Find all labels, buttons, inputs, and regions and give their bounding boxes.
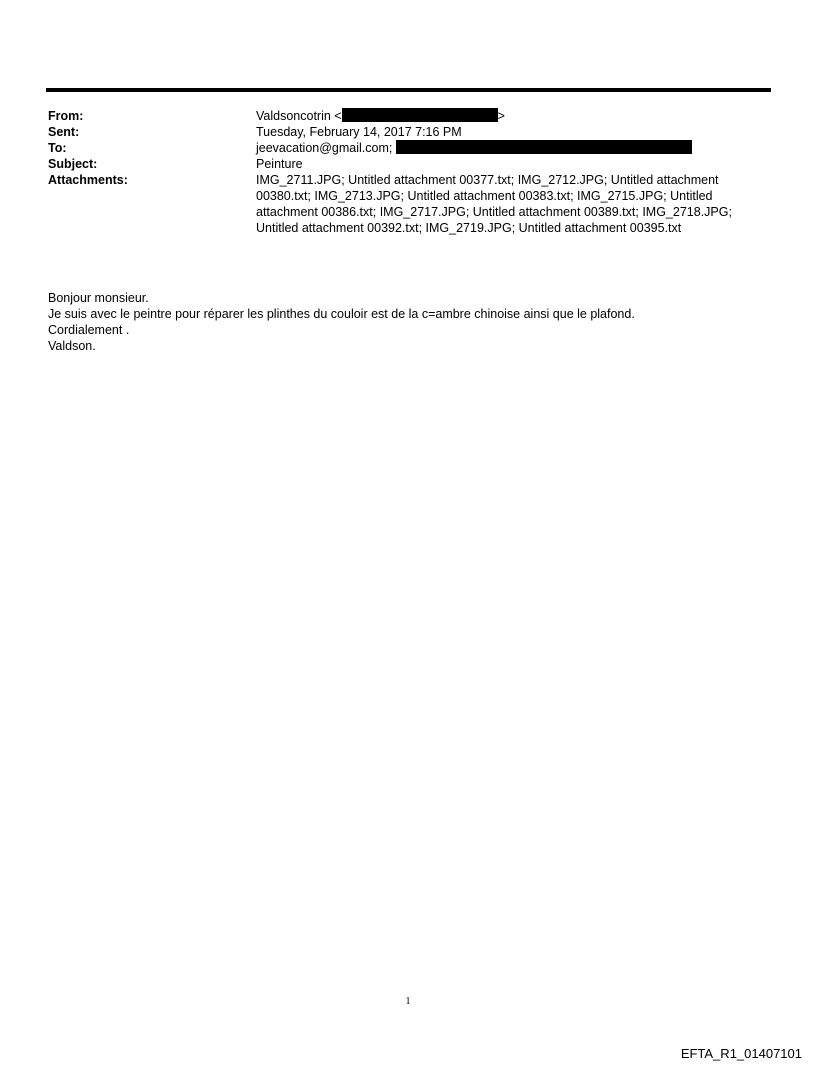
page-number: 1 bbox=[405, 996, 411, 1007]
attachments-list bbox=[256, 172, 768, 236]
body-line: Valdson. bbox=[48, 339, 96, 353]
attachments-line: Untitled attachment 00392.txt; IMG_2719.JPG; Untitled attachment 00395.txt bbox=[256, 221, 682, 235]
header-divider bbox=[46, 88, 771, 92]
subject-value: Peinture bbox=[256, 157, 303, 171]
from-value bbox=[256, 108, 768, 124]
body-line: Je suis avec le peintre pour réparer les plinthes du couloir est de la c=ambre chinoise ainsi que le plafond. bbox=[48, 307, 635, 321]
to-label: To: bbox=[48, 141, 67, 155]
attachments-label: Attachments: bbox=[48, 173, 128, 187]
subject-row bbox=[48, 156, 768, 172]
from-close: > bbox=[497, 109, 505, 123]
sent-row bbox=[48, 124, 768, 140]
to-row bbox=[48, 140, 768, 156]
attachments-line: 00380.txt; IMG_2713.JPG; Untitled attachment 00383.txt; IMG_2715.JPG; Untitled bbox=[256, 189, 713, 203]
from-label: From: bbox=[48, 109, 84, 123]
attachments-line: IMG_2711.JPG; Untitled attachment 00377.txt; IMG_2712.JPG; Untitled attachment bbox=[256, 173, 719, 187]
subject-label: Subject: bbox=[48, 157, 98, 171]
redaction-block bbox=[342, 108, 498, 122]
from-name: Valdsoncotrin < bbox=[256, 109, 342, 123]
attachments-line: attachment 00386.txt; IMG_2717.JPG; Untitled attachment 00389.txt; IMG_2718.JPG; bbox=[256, 205, 732, 219]
to-value bbox=[256, 140, 768, 156]
to-address: jeevacation@gmail.com; bbox=[256, 141, 393, 155]
document-id: EFTA_R1_01407101 bbox=[680, 1046, 802, 1061]
sent-value: Tuesday, February 14, 2017 7:16 PM bbox=[256, 125, 462, 139]
sent-label: Sent: bbox=[48, 125, 80, 139]
body-line: Bonjour monsieur. bbox=[48, 291, 149, 305]
email-body bbox=[48, 290, 635, 354]
from-row bbox=[48, 108, 768, 124]
email-header bbox=[48, 108, 768, 236]
redaction-block bbox=[396, 140, 692, 154]
body-line: Cordialement . bbox=[48, 323, 130, 337]
attachments-row bbox=[48, 172, 768, 236]
